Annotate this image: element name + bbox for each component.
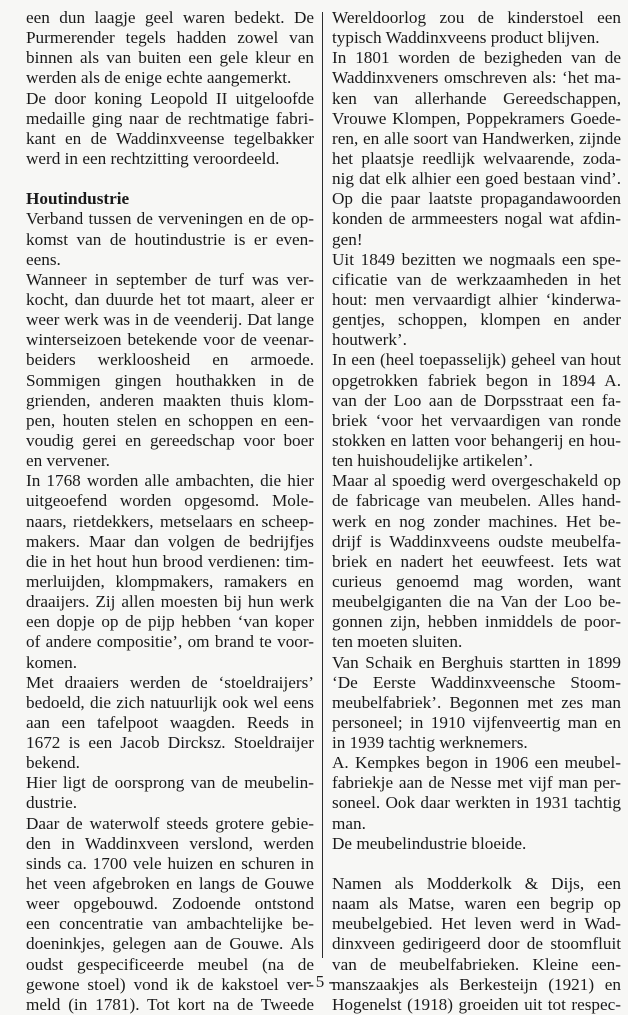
text-line: ten huishoudelijke artikelen’. (332, 451, 533, 471)
text-line: sinds ca. 1700 vele huizen en schuren in (26, 853, 314, 873)
text-line: meubelgiganten die na Van der Loo be- (332, 592, 621, 612)
text-line: Met draaiers werden de ‘stoeldraijers’ (26, 672, 314, 692)
text-line: hout: men vervaardigt alhier ‘kinderwa- (332, 289, 621, 309)
text-line: ‘De Eerste Waddinxveensche Stoom- (332, 672, 621, 692)
text-line: Wanneer in september de turf was ver- (26, 269, 314, 289)
text-line: Namen als Modderkolk & Dijs, een (332, 874, 621, 894)
text-line: gen! (332, 229, 363, 249)
text-line: of andere compositie’, om brand te voor- (26, 632, 314, 652)
text-line: meubelfabriek’. Begonnen met zes man (332, 692, 621, 712)
text-line: aan een tafelpoot waagden. Reeds in (26, 712, 314, 732)
text-line: houtwerk’. (332, 330, 407, 350)
text-line: gentjes, schoppen, klompen en ander (332, 310, 621, 330)
text-line: Uit 1849 bezitten we nogmaals een spe- (332, 249, 621, 269)
text-line: Wereldoorlog zou de kinderstoel een (332, 8, 621, 27)
text-line: die in het hout hun brood verdienen: tim- (26, 551, 314, 571)
column-divider-rule (322, 12, 323, 958)
section-heading: Houtindustrie (26, 189, 130, 209)
text-line: oudst gespecificeerde meubel (na de (26, 954, 314, 974)
page-number: - 5 - (305, 972, 335, 991)
text-line: fabriekje aan de Nesse met vijf man per- (332, 773, 621, 793)
text-line: makers. Maar dan volgen de bedrijfjes (26, 531, 314, 551)
text-line: en vervener. (26, 451, 110, 471)
blank-line (332, 854, 621, 874)
text-line: opgetrokken fabriek begon in 1894 A. (332, 370, 621, 390)
left-text-column (26, 8, 314, 1015)
text-line: konden de armmeesters nogal wat afdin- (332, 209, 621, 229)
text-line: gewone stoel) vond ik de kakstoel ver- (26, 974, 314, 994)
text-line: soneel. Ook daar werkten in 1931 tachtig (332, 793, 621, 813)
text-line: ren, en alle soort van Handwerken, zijnde (332, 128, 621, 148)
text-line: In 1768 worden alle ambachten, die hier (26, 471, 314, 491)
text-line: personeel; in 1910 vijfenveertig man en (332, 712, 621, 732)
text-line: Purmerender tegels hadden zowel van (26, 28, 314, 48)
text-line: Hogenelst (1918) groeiden uit tot respec- (332, 994, 621, 1014)
text-line: De door koning Leopold II uitgeloofde (26, 88, 314, 108)
text-line: typisch Waddinxveens product blijven. (332, 28, 600, 48)
text-line: De meubelindustrie bloeide. (332, 833, 527, 853)
text-line: werd in een rechtzitting veroordeeld. (26, 148, 280, 168)
blank-line (26, 169, 314, 189)
text-line: kant en de Waddinxveense tegelbakker (26, 128, 314, 148)
text-line: stokken en latten voor behangerij en hou- (332, 430, 621, 450)
text-line: meld (in 1781). Tot kort na de Tweede (26, 994, 314, 1014)
text-line: Maar al spoedig werd overgeschakeld op (332, 471, 621, 491)
text-line: Hier ligt de oorsprong van de meubelin- (26, 773, 314, 793)
text-line: draaijers. Zij allen moesten bij hun werk (26, 592, 314, 612)
text-line: briek en nadert het eeuwfeest. Iets wat (332, 551, 621, 571)
text-line: Daar de waterwolf steeds grotere gebie- (26, 813, 314, 833)
text-line: drijf is Waddinxveens oudste meubelfa- (332, 531, 621, 551)
text-line: Vrouwe Klompen, Poppekramers Goede- (332, 108, 621, 128)
text-line: grienden, anderen maakten thuis klom- (26, 390, 314, 410)
text-line: A. Kempkes begon in 1906 een meubel- (332, 753, 621, 773)
text-line: een dun laagje geel waren bedekt. De (26, 8, 314, 27)
text-line: naam als Matse, waren een begrip op (332, 894, 621, 914)
text-line: pen, houten stelen en schoppen en een- (26, 410, 314, 430)
text-line: winterseizoen betekende voor de veenar- (26, 330, 314, 350)
text-line: In een (heel toepasselijk) geheel van hout (332, 350, 621, 370)
text-line: nig dat elk alhier een goed bestaan vind’. (332, 169, 621, 189)
text-line: het plaatsje reedlijk welvaarende, zoda- (332, 148, 621, 168)
text-line: van de meubelfabrieken. Kleine een- (332, 954, 621, 974)
text-line: beiders werkloosheid en armoede. (26, 350, 314, 370)
text-line: Van Schaik en Berghuis startten in 1899 (332, 652, 621, 672)
text-line: kocht, dan duurde het tot maart, aleer er (26, 289, 314, 309)
text-line: manszaakjes als Berkesteijn (1921) en (332, 974, 621, 994)
text-line: uitgeoefend worden opgesomd. Mole- (26, 491, 314, 511)
text-line: In 1801 worden de bezigheden van de (332, 48, 621, 68)
text-line: werk en nog zonder machines. Het be- (332, 511, 621, 531)
text-line: bekend. (26, 753, 80, 773)
text-line: voudig gerei en gereedschap voor boer (26, 430, 314, 450)
text-line: ken van allerhande Gereedschappen, (332, 88, 621, 108)
text-line: curieus genoemd mag worden, want (332, 571, 621, 591)
text-line: komen. (26, 652, 78, 672)
text-line: de fabricage van meubelen. Alles hand- (332, 491, 621, 511)
right-text-column (332, 8, 621, 1015)
text-line: eens. (26, 249, 61, 269)
text-line: den in Waddinxveen verslond, werden (26, 833, 314, 853)
text-line: Sommigen gingen houthakken in de (26, 370, 314, 390)
text-line: bedoeld, die zich natuurlijk ook wel eens (26, 692, 314, 712)
text-line: 1672 is een Jacob Dircksz. Stoeldraijer (26, 733, 314, 753)
text-line: medaille ging naar de rechtmatige fabri- (26, 108, 314, 128)
text-line: weer werk was in de veenderij. Dat lange (26, 310, 314, 330)
text-line: komst van de houtindustrie is er even- (26, 229, 314, 249)
text-line: Op die paar laatste propagandawoorden (332, 189, 621, 209)
text-line: gonnen zijn, hebben inmiddels de poor- (332, 612, 621, 632)
text-line: merluijden, klompmakers, ramakers en (26, 571, 314, 591)
text-line: dustrie. (26, 793, 78, 813)
text-line: dinxveen gedirigeerd door de stoomfluit (332, 934, 621, 954)
text-line: meubelgebied. Het leven werd in Wad- (332, 914, 621, 934)
text-line: doeninkjes, gelegen aan de Gouwe. Als (26, 934, 314, 954)
text-line: een concentratie van ambachtelijke be- (26, 914, 314, 934)
text-line: in 1939 tachtig werknemers. (332, 733, 528, 753)
text-line: briek ‘voor het vervaardigen van ronde (332, 410, 621, 430)
text-line: werden als de enige echte aangemerkt. (26, 68, 292, 88)
text-line: het veen afgebroken en langs de Gouwe (26, 874, 314, 894)
text-line: een dopje op de pijp hebben ‘van koper (26, 612, 314, 632)
text-line: ten moeten sluiten. (332, 632, 463, 652)
text-line: Verband tussen de verveningen en de op- (26, 209, 314, 229)
text-line: binnen als van buiten een gele kleur en (26, 48, 314, 68)
text-line: cificatie van de werkzaamheden in het (332, 269, 621, 289)
text-line: man. (332, 813, 366, 833)
text-line: van der Loo aan de Dorpsstraat een fa- (332, 390, 621, 410)
text-line: weer opgebouwd. Zodoende ontstond (26, 894, 314, 914)
text-line: naars, rietdekkers, metselaars en scheep- (26, 511, 314, 531)
text-line: Waddinxveners omschreven als: ‘het ma- (332, 68, 621, 88)
